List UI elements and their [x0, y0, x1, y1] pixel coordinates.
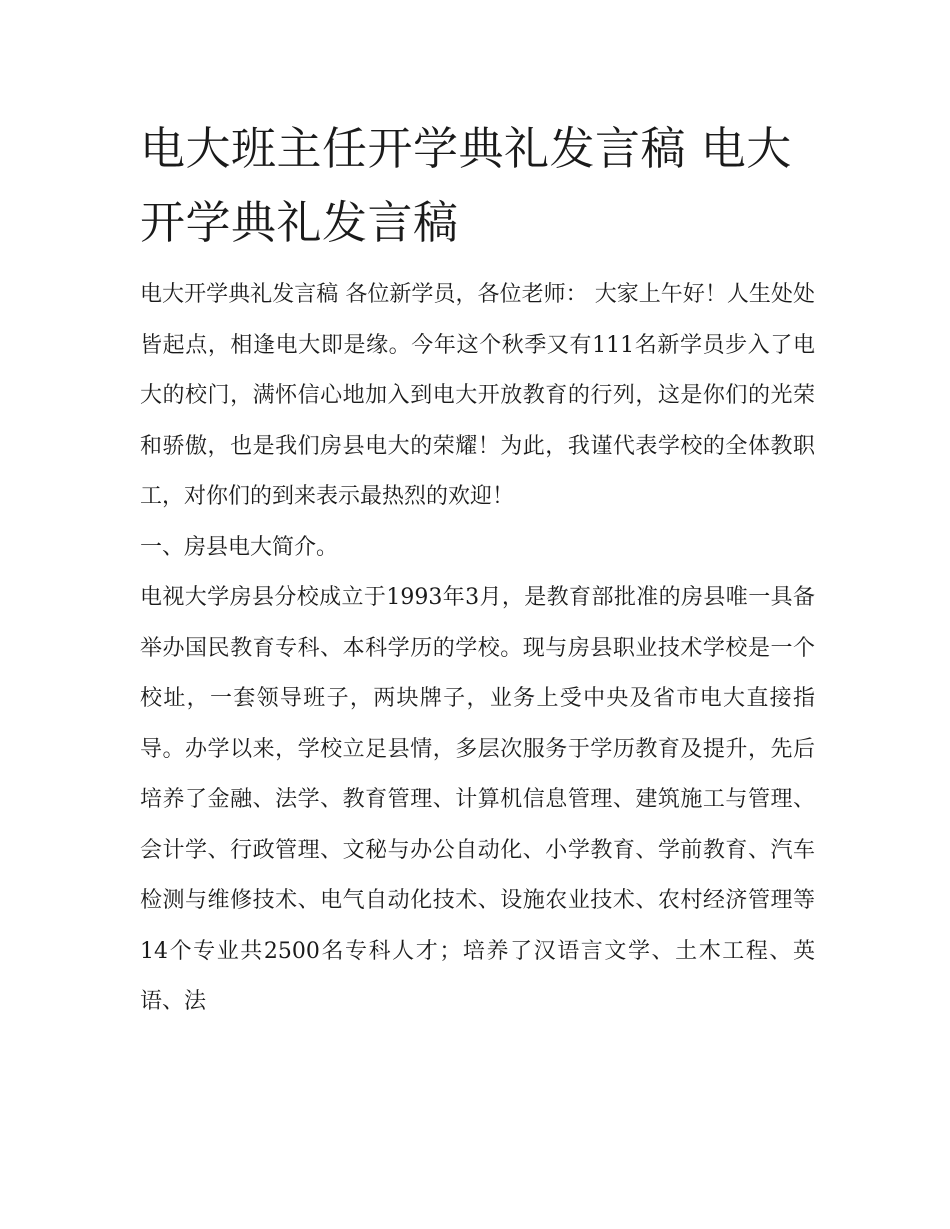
- paragraph-school-intro: 电视大学房县分校成立于1993年3月，是教育部批准的房县唯一具备举办国民教育专科、本科学历的学校。现与房县职业技术学校是一个校址，一套领导班子，两块牌子，业务上受中央及省市电大直接指导。办学以来，学校立足县情，多层次服务于学历教育及提升，先后培养了金融、法学、教育管理、计算机信息管理、建筑施工与管理、会计学、行政管理、文秘与办公自动化、小学教育、学前教育、汽车检测与维修技术、电气自动化技术、设施农业技术、农村经济管理等14个专业共2500名专科人才；培养了汉语言文学、土木工程、英语、法: [140, 585, 815, 1014]
- section-heading-intro: 一、房县电大简介。: [140, 534, 339, 560]
- paragraph-greeting: 电大开学典礼发言稿 各位新学员，各位老师： 大家上午好！人生处处皆起点，相逢电大即是缘。今年这个秋季又有111名新学员步入了电大的校门，满怀信心地加入到电大开放教育的行列，这是你们的光荣和骄傲，也是我们房县电大的荣耀！为此，我谨代表学校的全体教职工，对你们的到来表示最热烈的欢迎！: [140, 282, 815, 509]
- document-title: 电大班主任开学典礼发言稿 电大开学典礼发言稿: [140, 122, 792, 249]
- document-body: [140, 112, 815, 1028]
